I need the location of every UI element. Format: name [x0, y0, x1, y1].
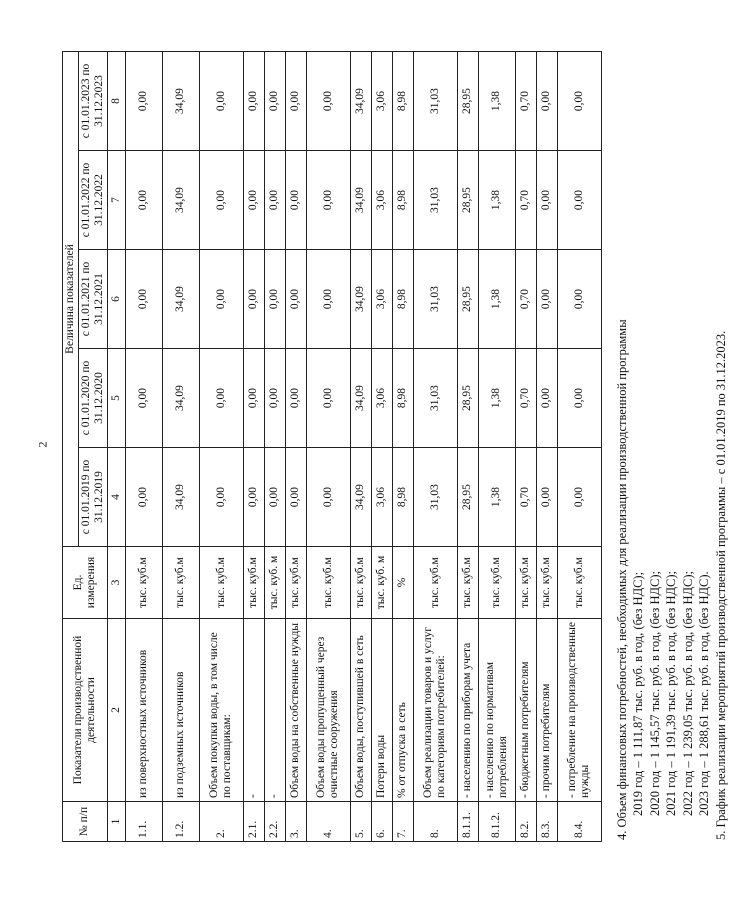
- row-num: 2.: [199, 802, 243, 842]
- row-value: 3,06: [371, 52, 392, 151]
- row-name: Потери воды: [371, 619, 392, 802]
- table-row: [243, 52, 264, 842]
- row-value: 0,70: [515, 52, 536, 151]
- table-row: [413, 52, 457, 842]
- column-number: 3: [107, 547, 125, 619]
- row-value: 31,03: [413, 250, 457, 349]
- row-value: 3,06: [371, 250, 392, 349]
- column-number: 7: [107, 151, 125, 250]
- header-period: с 01.01.2020 по 31.12.2020: [78, 349, 107, 448]
- column-number: 2: [107, 619, 125, 802]
- table-row: [162, 52, 199, 842]
- table-body: [125, 52, 601, 842]
- row-value: 31,03: [413, 151, 457, 250]
- row-num: 8.: [413, 802, 457, 842]
- row-name: - населению по нормативам потребления: [478, 619, 515, 802]
- row-value: 34,09: [350, 448, 371, 547]
- row-unit: тыс. куб.м: [457, 547, 478, 619]
- column-number: 4: [107, 448, 125, 547]
- row-value: 0,00: [199, 151, 243, 250]
- table-row: [536, 52, 557, 842]
- table-row: [306, 52, 350, 842]
- row-value: 3,06: [371, 151, 392, 250]
- row-value: 0,00: [536, 52, 557, 151]
- row-value: 0,00: [557, 349, 601, 448]
- table-row: [285, 52, 306, 842]
- row-value: 0,00: [536, 349, 557, 448]
- row-value: 0,00: [199, 349, 243, 448]
- row-value: 8,98: [392, 151, 413, 250]
- column-number: 1: [107, 802, 125, 842]
- table-row: [125, 52, 162, 842]
- row-num: 2.1.: [243, 802, 264, 842]
- row-value: 0,00: [125, 448, 162, 547]
- row-value: 8,98: [392, 349, 413, 448]
- row-value: 0,00: [264, 349, 285, 448]
- row-unit: тыс. куб.м: [306, 547, 350, 619]
- row-value: 0,00: [557, 151, 601, 250]
- row-value: 1,38: [478, 349, 515, 448]
- table-row: [392, 52, 413, 842]
- column-number: 8: [107, 52, 125, 151]
- row-value: 34,09: [350, 151, 371, 250]
- row-value: 8,98: [392, 250, 413, 349]
- row-num: 5.: [350, 802, 371, 842]
- row-value: 3,06: [371, 448, 392, 547]
- row-unit: тыс. куб. м: [371, 547, 392, 619]
- row-value: 31,03: [413, 349, 457, 448]
- row-unit: %: [392, 547, 413, 619]
- row-value: 31,03: [413, 52, 457, 151]
- row-value: 0,00: [243, 349, 264, 448]
- row-value: 0,00: [557, 250, 601, 349]
- finance-line: 2020 год – 1 145,57 тыс. руб. в год, (без НДС);: [647, 571, 662, 816]
- row-value: 0,00: [306, 349, 350, 448]
- header-period: с 01.01.2022 по 31.12.2022: [78, 151, 107, 250]
- row-num: 6.: [371, 802, 392, 842]
- row-value: 1,38: [478, 52, 515, 151]
- row-name: Объем реализации товаров и услуг по категориям потребителей:: [413, 619, 457, 802]
- row-value: 0,00: [125, 151, 162, 250]
- finance-line: 2019 год – 1 111,87 тыс. руб. в год, (без НДС);: [631, 571, 646, 816]
- row-value: 0,00: [306, 151, 350, 250]
- row-unit: тыс. куб.м: [243, 547, 264, 619]
- row-num: 8.1.1.: [457, 802, 478, 842]
- row-name: - населению по приборам учета: [457, 619, 478, 802]
- row-value: 0,00: [243, 151, 264, 250]
- row-value: 0,70: [515, 349, 536, 448]
- row-name: - прочим потребителям: [536, 619, 557, 802]
- row-value: 1,38: [478, 250, 515, 349]
- table-row: [350, 52, 371, 842]
- row-value: 0,70: [515, 448, 536, 547]
- row-value: 1,38: [478, 448, 515, 547]
- row-value: 0,00: [557, 52, 601, 151]
- row-value: 0,00: [285, 349, 306, 448]
- row-num: 3.: [285, 802, 306, 842]
- row-unit: тыс. куб.м: [125, 547, 162, 619]
- note-finance-title: 4. Объем финансовых потребностей, необходимых для реализации производственной программы: [614, 319, 629, 840]
- row-value: 0,00: [243, 52, 264, 151]
- table-row: [264, 52, 285, 842]
- row-name: -: [264, 619, 285, 802]
- table-row: [457, 52, 478, 842]
- row-value: 0,00: [264, 448, 285, 547]
- row-value: 0,00: [536, 448, 557, 547]
- row-value: 0,00: [285, 448, 306, 547]
- row-value: 0,00: [285, 250, 306, 349]
- rotated-content: [62, 52, 728, 842]
- header-group: Величина показателей: [63, 52, 79, 547]
- row-num: 8.4.: [557, 802, 601, 842]
- row-value: 0,00: [264, 151, 285, 250]
- row-name: из подземных источников: [162, 619, 199, 802]
- row-value: 28,95: [457, 250, 478, 349]
- header-indicator: Показатели производственной деятельности: [63, 619, 108, 802]
- row-value: 28,95: [457, 349, 478, 448]
- row-value: 31,03: [413, 448, 457, 547]
- row-unit: тыс. куб.м: [199, 547, 243, 619]
- header-unit: Ед. измерения: [63, 547, 108, 619]
- row-num: 1.2.: [162, 802, 199, 842]
- row-value: 8,98: [392, 448, 413, 547]
- finance-line: 2021 год – 1 191,39 тыс. руб. в год, (без НДС);: [664, 571, 679, 816]
- row-value: 28,95: [457, 448, 478, 547]
- row-value: 0,70: [515, 250, 536, 349]
- row-value: 34,09: [162, 448, 199, 547]
- row-value: 0,00: [125, 349, 162, 448]
- row-value: 0,00: [199, 52, 243, 151]
- row-unit: тыс. куб.м: [162, 547, 199, 619]
- row-value: 28,95: [457, 52, 478, 151]
- row-name: -: [243, 619, 264, 802]
- row-num: 2.2.: [264, 802, 285, 842]
- row-value: 34,09: [350, 250, 371, 349]
- row-value: 0,00: [285, 52, 306, 151]
- row-value: 8,98: [392, 52, 413, 151]
- row-value: 34,09: [162, 250, 199, 349]
- row-value: 34,09: [162, 52, 199, 151]
- row-unit: тыс. куб. м: [264, 547, 285, 619]
- row-num: 4.: [306, 802, 350, 842]
- row-name: Объем воды на собственные нужды: [285, 619, 306, 802]
- row-value: 0,00: [536, 250, 557, 349]
- row-name: - потребление на производственные нужды: [557, 619, 601, 802]
- row-unit: тыс. куб.м: [557, 547, 601, 619]
- row-num: 1.1.: [125, 802, 162, 842]
- row-value: 0,00: [536, 151, 557, 250]
- table-row: [515, 52, 536, 842]
- row-name: Объем воды, поступившей в сеть: [350, 619, 371, 802]
- row-num: 8.1.2.: [478, 802, 515, 842]
- row-unit: тыс. куб.м: [285, 547, 306, 619]
- page-number: 2: [35, 441, 50, 448]
- indicators-table: [62, 51, 602, 842]
- notes: [614, 52, 729, 842]
- row-name: - бюджетным потребителям: [515, 619, 536, 802]
- row-value: 0,00: [199, 250, 243, 349]
- row-value: 3,06: [371, 349, 392, 448]
- row-value: 28,95: [457, 151, 478, 250]
- header-period: с 01.01.2023 по 31.12.2023: [78, 52, 107, 151]
- row-name: % от отпуска в сеть: [392, 619, 413, 802]
- column-number: 6: [107, 250, 125, 349]
- row-unit: тыс. куб.м: [350, 547, 371, 619]
- row-value: 0,00: [264, 250, 285, 349]
- row-value: 0,00: [306, 52, 350, 151]
- row-name: Объем воды пропущенный через очистные сооружения: [306, 619, 350, 802]
- table-row: [199, 52, 243, 842]
- row-value: 1,38: [478, 151, 515, 250]
- row-name: из поверхностных источников: [125, 619, 162, 802]
- header-period: с 01.01.2019 по 31.12.2019: [78, 448, 107, 547]
- row-value: 0,00: [199, 448, 243, 547]
- header-period: с 01.01.2021 по 31.12.2021: [78, 250, 107, 349]
- row-unit: тыс. куб.м: [536, 547, 557, 619]
- row-value: 34,09: [350, 349, 371, 448]
- row-value: 0,00: [125, 250, 162, 349]
- row-name: Объем покупки воды, в том числе по поставщикам:: [199, 619, 243, 802]
- row-value: 0,00: [557, 448, 601, 547]
- row-num: 8.3.: [536, 802, 557, 842]
- row-value: 0,00: [125, 52, 162, 151]
- row-value: 0,00: [264, 52, 285, 151]
- row-value: 0,00: [285, 151, 306, 250]
- row-unit: тыс. куб.м: [413, 547, 457, 619]
- row-value: 34,09: [162, 349, 199, 448]
- row-value: 0,00: [243, 250, 264, 349]
- table-row: [557, 52, 601, 842]
- row-value: 0,00: [306, 448, 350, 547]
- finance-line: 2022 год – 1 239,05 тыс. руб. в год, (без НДС);: [680, 571, 695, 816]
- row-value: 34,09: [350, 52, 371, 151]
- row-value: 0,00: [306, 250, 350, 349]
- note-schedule: 5. График реализации мероприятий производственной программы – с 01.01.2019 по 31.12.2023.: [713, 330, 728, 840]
- row-num: 7.: [392, 802, 413, 842]
- table-row: [478, 52, 515, 842]
- row-value: 0,00: [243, 448, 264, 547]
- column-number: 5: [107, 349, 125, 448]
- row-num: 8.2.: [515, 802, 536, 842]
- row-unit: тыс. куб.м: [515, 547, 536, 619]
- row-unit: тыс. куб.м: [478, 547, 515, 619]
- header-num: № п/п: [63, 802, 108, 842]
- row-value: 34,09: [162, 151, 199, 250]
- table-row: [371, 52, 392, 842]
- finance-line: 2023 год – 1 288,61 тыс. руб. в год, (без НДС).: [697, 571, 712, 816]
- row-value: 0,70: [515, 151, 536, 250]
